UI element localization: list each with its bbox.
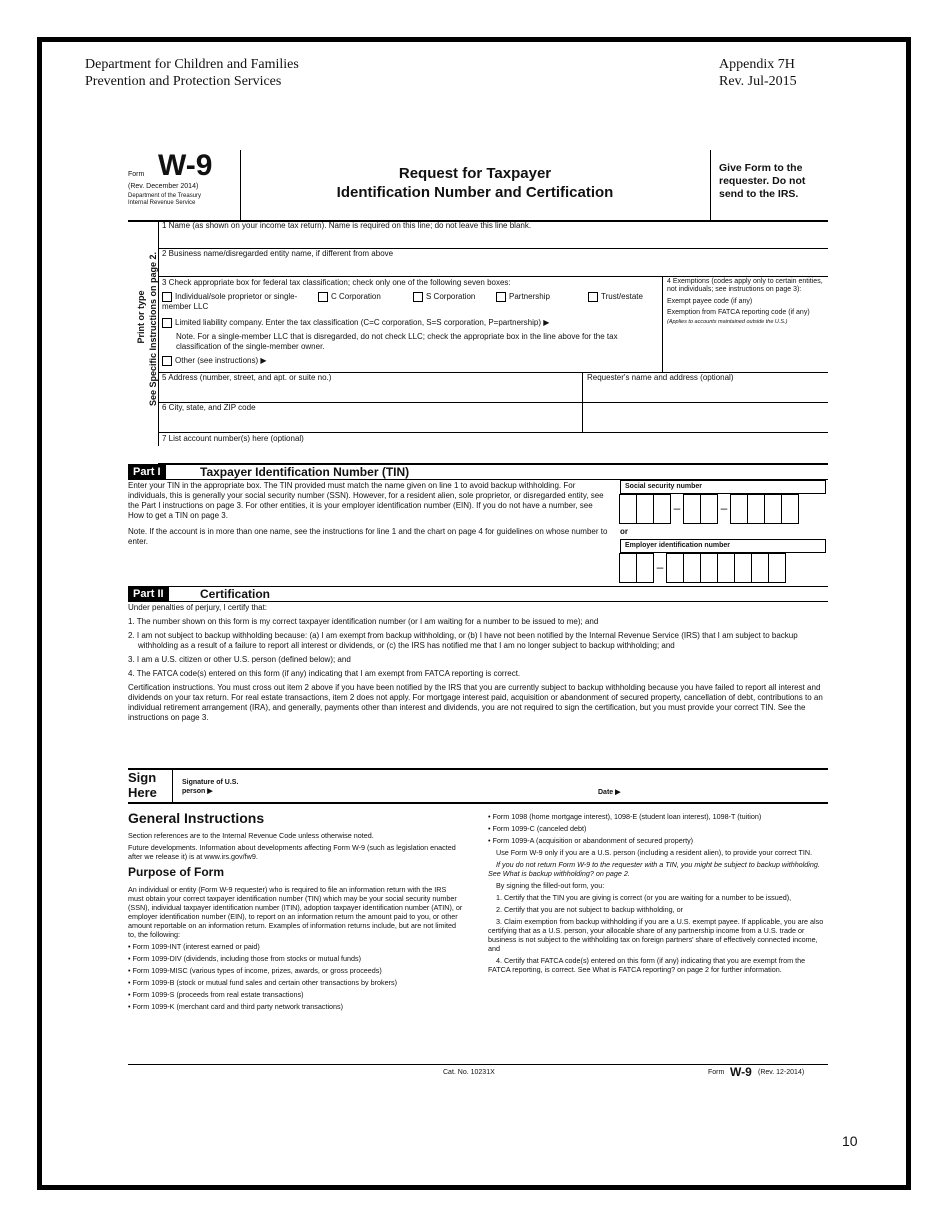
ein-digit[interactable] [683, 553, 701, 583]
form-rev: (Rev. December 2014) [128, 183, 199, 190]
ein-digit[interactable] [666, 553, 684, 583]
line6-label: 6 City, state, and ZIP code [162, 403, 256, 412]
ein-digit[interactable] [717, 553, 735, 583]
ein-digit[interactable] [619, 553, 637, 583]
part2-title: Certification [200, 587, 271, 601]
bullet-left: • Form 1099-S (proceeds from real estate transactions) [128, 990, 304, 999]
form-title-line2: Identification Number and Certification [336, 184, 614, 201]
ein-digit[interactable] [734, 553, 752, 583]
ssn-dash: – [673, 501, 681, 515]
purpose-text: An individual or entity (Form W-9 requester) who is required to file an information return with the IRS must obtain your correct taxpayer identification number (TIN) which may be your social security number (SSN), individual taxpayer identification number (ITIN), adoption taxpayer identification number (ATIN), or employer identification number (EIN), to report on an information return the amount paid to you, or other amount reportable on an information return. Examples of information returns include, but are not limited to, the following: [128, 885, 463, 939]
bullet-right: • Form 1099-A (acquisition or abandonment of secured property) [488, 836, 694, 845]
llc-option[interactable] [162, 318, 682, 328]
part1-title: Taxpayer Identification Number (TIN) [200, 465, 410, 479]
part1-instructions: Enter your TIN in the appropriate box. The TIN provided must match the name given on line 1 to avoid backup withholding. For individuals, this is generally your social security number (SSN). However, for a resident alien, sole proprietor, or disregarded entity, see the Part I instructions on page 3. For other entities, it is your employer identification number (EIN). If you do not have a number, see How to get a TIN on page 3. [128, 481, 604, 520]
general-left-column [128, 810, 463, 1014]
bullet-right: • Form 1098 (home mortgage interest), 1098-E (student loan interest), 1098-T (tuition) [488, 812, 762, 821]
part2-tag: Part II [128, 587, 169, 601]
individual-label: Individual/sole proprietor or single-member LLC [162, 292, 298, 312]
line3-classification [158, 276, 828, 373]
llc-checkbox[interactable] [162, 318, 172, 328]
sign-here-label: Sign Here [128, 770, 173, 802]
side-label [136, 212, 146, 422]
exemptions-label: 4 Exemptions (codes apply only to certain entities, not individuals; see instructions on page 3): [667, 278, 823, 293]
bullet-left: • Form 1099-B (stock or mutual fund sales and certain other transactions by brokers) [128, 978, 397, 987]
ssn-digit[interactable] [730, 494, 748, 524]
ein-boxes[interactable] [620, 553, 786, 583]
trust-label: Trust/estate [601, 292, 643, 302]
ccorp-label: C Corporation [331, 292, 381, 302]
bullet-right: • Form 1099-C (canceled debt) [488, 824, 587, 833]
line7-account-field[interactable] [158, 432, 828, 465]
right-p3: By signing the filled-out form, you: [496, 881, 605, 890]
right-p7: 4. Certify that FATCA code(s) entered on this form (if any) indicating that you are exempt from the FATCA reporting, is correct. See What is FATCA reporting? on page 2 for further information. [488, 956, 806, 974]
cert-item1: 1. The number shown on this form is my correct taxpayer identification number (or I am waiting for a number to be issued to me); and [128, 617, 599, 626]
line6-city-field[interactable] [158, 402, 582, 433]
signature-field[interactable] [258, 774, 588, 798]
date-label: Date ▶ [598, 789, 621, 796]
ssn-digit[interactable] [781, 494, 799, 524]
side-label-2 [148, 224, 158, 434]
llc-note: Note. For a single-member LLC that is disregarded, do not check LLC; check the appropriate box in the line above for the tax classification of the single-member owner. [176, 332, 618, 351]
signature-label: Signature of U.S. person ▶ [182, 779, 239, 795]
line5-address-row [158, 372, 828, 403]
date-field[interactable] [633, 774, 823, 798]
part1-tag: Part I [128, 465, 166, 479]
exemptions-box [662, 276, 829, 372]
part2-header [128, 586, 828, 602]
cert-item3: 3. I am a U.S. citizen or other U.S. person (defined below); and [128, 655, 351, 664]
header-division: Prevention and Protection Services [85, 74, 282, 89]
ccorp-checkbox[interactable] [318, 292, 328, 302]
line5-address-field[interactable] [158, 372, 582, 402]
bullet-left: • Form 1099-MISC (various types of income, prizes, awards, or gross proceeds) [128, 966, 382, 975]
part1-text [128, 481, 610, 547]
form-label: Form [128, 171, 145, 178]
ein-digit[interactable] [768, 553, 786, 583]
scorp-checkbox[interactable] [413, 292, 423, 302]
ein-dash: – [656, 560, 664, 574]
side-label-column [128, 220, 159, 446]
right-p4: 1. Certify that the TIN you are giving is correct (or you are waiting for a number to be issued), [496, 893, 792, 902]
page-header-right [719, 56, 797, 90]
form-dept: Department of the Treasury [128, 193, 202, 199]
cert-item2: 2. I am not subject to backup withholding because: (a) I am exempt from backup withholding, or (b) I have not been notified by the Internal Revenue Service (IRS) that I am subject to backup withholding as a result of a failure to report all interest or dividends, or (c) the IRS has notified me that I am no longer subject to backup withholding; and [128, 631, 798, 650]
trust-option[interactable] [588, 292, 643, 302]
part1-header [128, 464, 828, 480]
right-p6: 3. Claim exemption from backup withholding if you are a U.S. exempt payee. If applicable, you are also certifying that as a U.S. person, your allocable share of any partnership income from a U.S. trade or business is not subject to the withholding tax on foreign partners' share of effectively connected income, and [488, 917, 824, 953]
page-header-left [85, 56, 299, 90]
header-department: Department for Children and Families [85, 57, 299, 72]
llc-label: Limited liability company. Enter the tax classification (C=C corporation, S=S corporation, P=partnership) ▶ [175, 318, 550, 328]
ssn-digit[interactable] [619, 494, 637, 524]
form-title [240, 164, 710, 202]
trust-checkbox[interactable] [588, 292, 598, 302]
ssn-dash: – [720, 501, 728, 515]
requester-field[interactable] [582, 372, 829, 432]
ssn-digit[interactable] [653, 494, 671, 524]
bullet-left: • Form 1099-DIV (dividends, including those from stocks or mutual funds) [128, 954, 362, 963]
side-instructions: See Specific Instructions on page 2. [148, 251, 158, 407]
page-number: 10 [842, 1133, 858, 1149]
general-right-column [488, 812, 826, 977]
ssn-digit[interactable] [683, 494, 701, 524]
cert-item4: 4. The FATCA code(s) entered on this form (if any) indicating that I am exempt from FATCA reporting is correct. [128, 669, 521, 678]
ein-label: Employer identification number [620, 539, 826, 553]
line7-label: 7 List account number(s) here (optional) [162, 434, 304, 443]
bullet-left: • Form 1099-K (merchant card and third party network transactions) [128, 1002, 344, 1011]
footer-form-name: W-9 [730, 1065, 752, 1079]
catalog-number: Cat. No. 10231X [443, 1069, 495, 1076]
other-option[interactable] [162, 356, 267, 366]
right-p2: If you do not return Form W-9 to the requester with a TIN, you might be subject to backup withholding. See What is backup withholding? on page 2. [488, 860, 820, 878]
give-form-text: Give Form to the requester. Do not send to the IRS. [719, 162, 806, 200]
header-appendix: Appendix 7H [719, 57, 795, 72]
sign-here-row [128, 768, 828, 804]
scorp-label: S Corporation [426, 292, 476, 302]
right-p5: 2. Certify that you are not subject to backup withholding, or [496, 905, 683, 914]
w9-form [128, 149, 828, 1079]
other-checkbox[interactable] [162, 356, 172, 366]
ein-digit[interactable] [636, 553, 654, 583]
ein-digit[interactable] [751, 553, 769, 583]
footer-rev: (Rev. 12-2014) [758, 1069, 805, 1076]
individual-checkbox[interactable] [162, 292, 172, 302]
ccorp-option[interactable] [318, 292, 381, 302]
ssn-digit[interactable] [636, 494, 654, 524]
partnership-label: Partnership [509, 292, 550, 302]
form-irs: Internal Revenue Service [128, 200, 196, 206]
or-label: or [620, 527, 628, 536]
ein-digit[interactable] [700, 553, 718, 583]
header-revision: Rev. Jul-2015 [719, 74, 797, 89]
other-label: Other (see instructions) ▶ [175, 356, 267, 366]
line5-label: 5 Address (number, street, and apt. or suite no.) [162, 373, 332, 382]
scorp-option[interactable] [413, 292, 475, 302]
partnership-checkbox[interactable] [496, 292, 506, 302]
form-name: W-9 [158, 149, 213, 182]
purpose-heading: Purpose of Form [128, 865, 225, 879]
future-developments: Future developments. Information about developments affecting Form W-9 (such as legislation enacted after we release it) is at www.irs.gov/fw9. [128, 843, 456, 861]
form-title-line1: Request for Taxpayer [398, 165, 552, 182]
right-p1: Use Form W-9 only if you are a U.S. person (including a resident alien), to provide your correct TIN. [496, 848, 813, 857]
form-id-box [128, 150, 241, 220]
general-p1: Section references are to the Internal Revenue Code unless otherwise noted. [128, 831, 374, 840]
line2-business-field[interactable] [158, 248, 828, 277]
ssn-digit[interactable] [764, 494, 782, 524]
form-footer [128, 1064, 828, 1079]
give-form-box [710, 150, 829, 220]
cert-instructions: Certification instructions. You must cross out item 2 above if you have been notified by the IRS that you are currently subject to backup withholding because you have failed to report all interest and dividends on your tax return. For real estate transactions, item 2 does not apply. For mortgage interest paid, acquisition or abandonment of secured property, cancellation of debt, contributions to an individual retirement arrangement (IRA), and generally, payments other than interest and dividends, you are not required to sign the certification, but you must provide your correct TIN. See the instructions on page 3. [128, 683, 823, 722]
form-title-block [128, 150, 828, 222]
ssn-boxes[interactable] [620, 494, 799, 524]
line3-label: 3 Check appropriate box for federal tax classification; check only one of the following seven boxes: [162, 278, 511, 287]
line1-label: 1 Name (as shown on your income tax return). Name is required on this line; do not leave this line blank. [162, 221, 532, 230]
fatca-code-field[interactable]: Exemption from FATCA reporting code (if any) [667, 309, 810, 316]
line2-label: 2 Business name/disregarded entity name, if different from above [162, 249, 394, 258]
individual-option[interactable] [162, 292, 312, 312]
ssn-digit[interactable] [747, 494, 765, 524]
ssn-label: Social security number [620, 480, 826, 494]
general-heading: General Instructions [128, 810, 265, 826]
partnership-option[interactable] [496, 292, 550, 302]
requester-label: Requester's name and address (optional) [587, 373, 734, 382]
ssn-digit[interactable] [700, 494, 718, 524]
part2-body [128, 603, 828, 727]
bullet-left: • Form 1099-INT (interest earned or paid) [128, 942, 260, 951]
line1-name-field[interactable] [158, 220, 828, 249]
fatca-note: (Applies to accounts maintained outside the U.S.) [667, 319, 788, 325]
part2-intro: Under penalties of perjury, I certify that: [128, 603, 268, 612]
side-print-type: Print or type [136, 290, 146, 344]
part1-note: Note. If the account is in more than one name, see the instructions for line 1 and the chart on page 4 for guidelines on whose number to enter. [128, 527, 608, 546]
footer-form-label: Form [708, 1069, 725, 1076]
exempt-payee-field[interactable]: Exempt payee code (if any) [667, 298, 753, 305]
